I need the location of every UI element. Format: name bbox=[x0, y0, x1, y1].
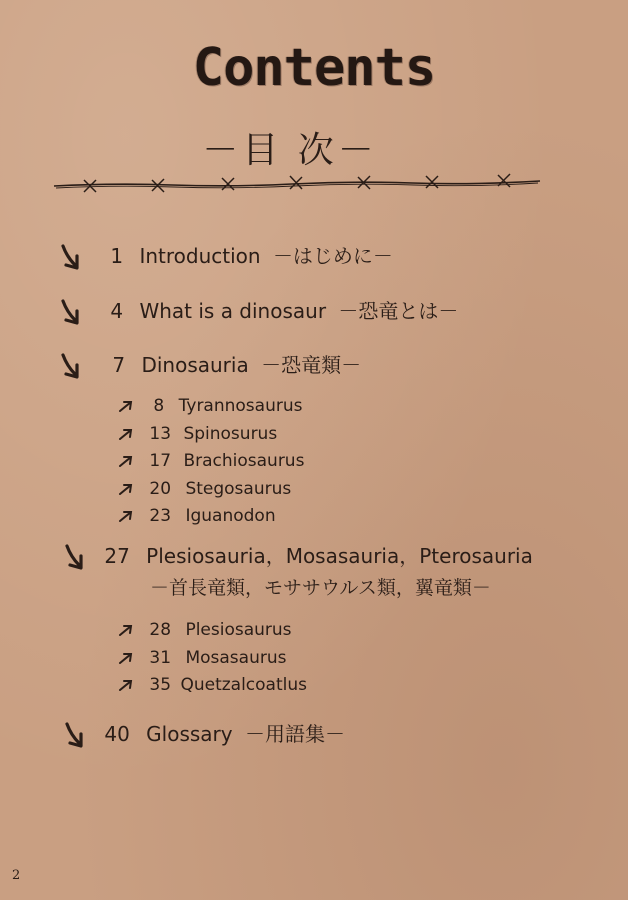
toc-page-number: 40 bbox=[104, 722, 130, 746]
curved-down-arrow-icon bbox=[58, 243, 84, 273]
toc-label: Quetzalcoatlus bbox=[180, 675, 307, 695]
toc-page-number: 20 bbox=[149, 479, 172, 499]
toc-page-number: 17 bbox=[149, 451, 172, 471]
toc-page-number: 35 bbox=[149, 675, 172, 695]
toc-subentry-brachiosaurus[interactable] bbox=[118, 451, 304, 471]
toc-page-number: 4 bbox=[110, 299, 124, 323]
toc-label: Tyrannosaurus bbox=[178, 396, 303, 416]
toc-label: Mosasaurus bbox=[185, 648, 287, 668]
toc-label-jp: －恐竜類－ bbox=[261, 353, 362, 377]
toc-page-number: 8 bbox=[153, 396, 165, 416]
toc-label: Plesiosaurus bbox=[185, 620, 292, 640]
toc-label-jp: －用語集－ bbox=[244, 722, 345, 746]
toc-entry-glossary[interactable] bbox=[62, 718, 345, 751]
toc-page-number: 31 bbox=[149, 648, 172, 668]
toc-label: What is a dinosaur bbox=[139, 299, 327, 323]
toc-entry-what-is-a-dinosaur[interactable] bbox=[58, 295, 458, 328]
curved-down-arrow-icon bbox=[62, 543, 88, 573]
curved-down-arrow-icon bbox=[62, 721, 88, 751]
toc-page-number: 13 bbox=[149, 424, 172, 444]
toc-label-jp: －恐竜とは－ bbox=[338, 299, 459, 323]
toc-label: Introduction bbox=[139, 244, 261, 268]
toc-label: Brachiosaurus bbox=[183, 451, 305, 471]
toc-subentry-plesiosaurus[interactable] bbox=[118, 620, 292, 640]
curved-down-arrow-icon bbox=[58, 298, 84, 328]
toc-entry-marine-flying-reptiles[interactable] bbox=[62, 540, 533, 573]
up-right-arrow-icon bbox=[118, 678, 134, 692]
page-subtitle: －目 次－ bbox=[202, 130, 378, 171]
toc-subentry-mosasaurus[interactable] bbox=[118, 648, 286, 668]
page-number: 2 bbox=[12, 868, 21, 883]
toc-entry-dinosauria[interactable] bbox=[58, 349, 361, 382]
toc-subentry-spinosurus[interactable] bbox=[118, 424, 277, 444]
toc-subentry-quetzalcoatlus[interactable] bbox=[118, 675, 307, 695]
up-right-arrow-icon bbox=[118, 482, 134, 496]
toc-label: Iguanodon bbox=[185, 506, 276, 526]
toc-page-number: 7 bbox=[112, 353, 126, 377]
page-title: Contents bbox=[192, 38, 436, 98]
up-right-arrow-icon bbox=[118, 651, 134, 665]
toc-page-number: 27 bbox=[104, 544, 130, 568]
toc-page-number: 28 bbox=[149, 620, 172, 640]
toc-page-number: 23 bbox=[149, 506, 172, 526]
toc-label: Glossary bbox=[146, 722, 233, 746]
up-right-arrow-icon bbox=[118, 509, 134, 523]
toc-page-number: 1 bbox=[110, 244, 124, 268]
curved-down-arrow-icon bbox=[58, 352, 84, 382]
toc-entry-introduction[interactable] bbox=[58, 240, 393, 273]
up-right-arrow-icon bbox=[118, 399, 134, 413]
toc-subentry-tyrannosaurus[interactable] bbox=[118, 396, 302, 416]
barbed-wire-divider bbox=[52, 170, 542, 200]
up-right-arrow-icon bbox=[118, 623, 134, 637]
toc-label: Dinosauria bbox=[141, 353, 249, 377]
toc-label: Plesiosauria，Mosasauria，Pterosauria bbox=[146, 544, 533, 568]
up-right-arrow-icon bbox=[118, 427, 134, 441]
toc-label-jp: －首長竜類，モササウルス類，翼竜類－ bbox=[150, 577, 491, 599]
up-right-arrow-icon bbox=[118, 454, 134, 468]
toc-subentry-iguanodon[interactable] bbox=[118, 506, 276, 526]
toc-label: Spinosurus bbox=[183, 424, 278, 444]
toc-label-jp: －はじめに－ bbox=[272, 244, 393, 268]
toc-subentry-stegosaurus[interactable] bbox=[118, 479, 291, 499]
toc-label: Stegosaurus bbox=[185, 479, 292, 499]
